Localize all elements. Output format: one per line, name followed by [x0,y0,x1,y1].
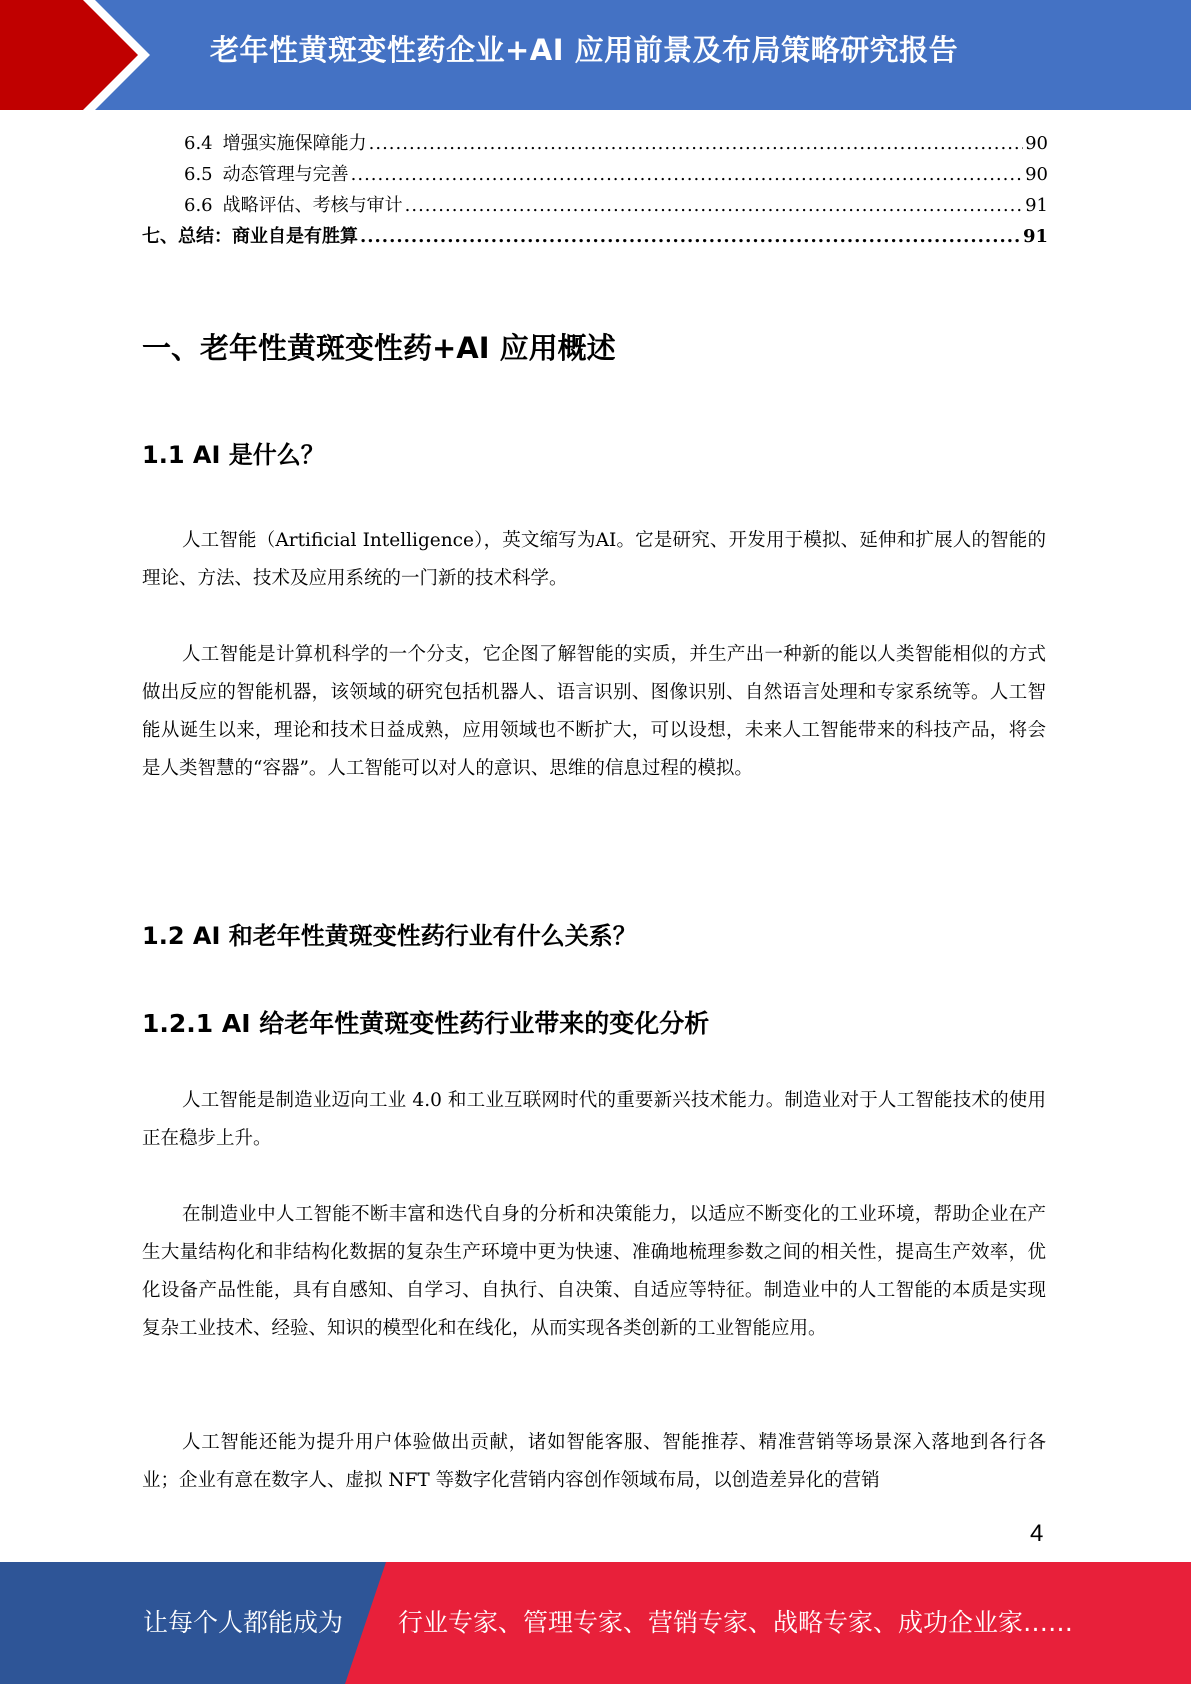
paragraph-ai-definition: 人工智能（Artificial Intelligence），英文缩写为AI。它是研究、开发用于模拟、延伸和扩展人的智能的理论、方法、技术及应用系统的一门新的技术科学。 [142,530,1046,589]
toc-entry-page: 90 [1025,164,1048,185]
chapter-heading: 一、老年性黄斑变性药+AI 应用概述 [142,331,616,365]
toc-entry-title: 战略评估、考核与审计 [222,195,403,216]
section-heading-1-1: 1.1 AI 是什么？ [142,441,325,469]
page-footer [0,1562,1191,1684]
paragraph-ai-capabilities: 在制造业中人工智能不断丰富和迭代自身的分析和决策能力，以适应不断变化的工业环境，帮助企业在产生大量结构化和非结构化数据的复杂生产环境中更为快速、准确地梳理参数之间的相关性，提高生产效率，优化设备产品性能，具有自感知、自学习、自执行、自决策、自适应等特征。制造业中的人工智能的本质是实现复杂工业技术、经验、知识的模型化和在线化，从而实现各类创新的工业智能应用。 [142,1204,1046,1339]
section-heading-1-2-1: 1.2.1 AI 给老年性黄斑变性药行业带来的变化分析 [142,1009,710,1038]
toc-leader-dots [360,221,1021,252]
toc-entry[interactable] [142,190,1048,221]
paragraph-manufacturing-ai: 人工智能是制造业迈向工业 4.0 和工业互联网时代的重要新兴技术能力。制造业对于人工智能技术的使用正在稳步上升。 [142,1090,1046,1149]
section-heading-1-2: 1.2 AI 和老年性黄斑变性药行业有什么关系？ [142,922,637,950]
page-number: 4 [1030,1520,1044,1547]
footer-slogan-left: 让每个人都能成为 [143,1608,344,1637]
page-header [0,0,1191,110]
toc-entry-page: 91 [1025,195,1048,216]
toc-entry-number: 6.5 [184,164,213,185]
report-title: 老年性黄斑变性药企业+AI 应用前景及布局策略研究报告 [210,33,959,67]
toc-leader-dots [369,128,1023,159]
paragraph-ai-branch: 人工智能是计算机科学的一个分支，它企图了解智能的实质，并生产出一种新的能以人类智能相似的方式做出反应的智能机器，该领域的研究包括机器人、语言识别、图像识别、自然语言处理和专家系统等。人工智能从诞生以来，理论和技术日益成熟，应用领域也不断扩大，可以设想，未来人工智能带来的科技产品，将会是人类智慧的“容器”。人工智能可以对人的意识、思维的信息过程的模拟。 [142,644,1046,779]
toc-entry-title: 七、总结：商业自是有胜算 [142,226,358,247]
toc-entry[interactable] [142,128,1048,159]
toc-entry[interactable] [142,159,1048,190]
toc-entry-number: 6.6 [184,195,213,216]
toc-leader-dots [405,190,1023,221]
toc-entry-title: 动态管理与完善 [222,164,349,185]
toc-entry-page: 90 [1025,133,1048,154]
table-of-contents [142,128,1048,252]
toc-entry-number: 6.4 [184,133,213,154]
header-arrow-decoration [0,0,160,110]
toc-entry-title: 增强实施保障能力 [222,133,367,154]
toc-leader-dots [351,159,1023,190]
toc-entry-chapter[interactable] [142,221,1048,252]
paragraph-user-experience: 人工智能还能为提升用户体验做出贡献，诸如智能客服、智能推荐、精准营销等场景深入落地到各行各业；企业有意在数字人、虚拟 NFT 等数字化营销内容创作领域布局，以创造差异化的营销 [142,1432,1046,1491]
footer-slogan-right: 行业专家、管理专家、营销专家、战略专家、成功企业家…… [398,1608,1074,1637]
toc-entry-page: 91 [1022,226,1048,247]
